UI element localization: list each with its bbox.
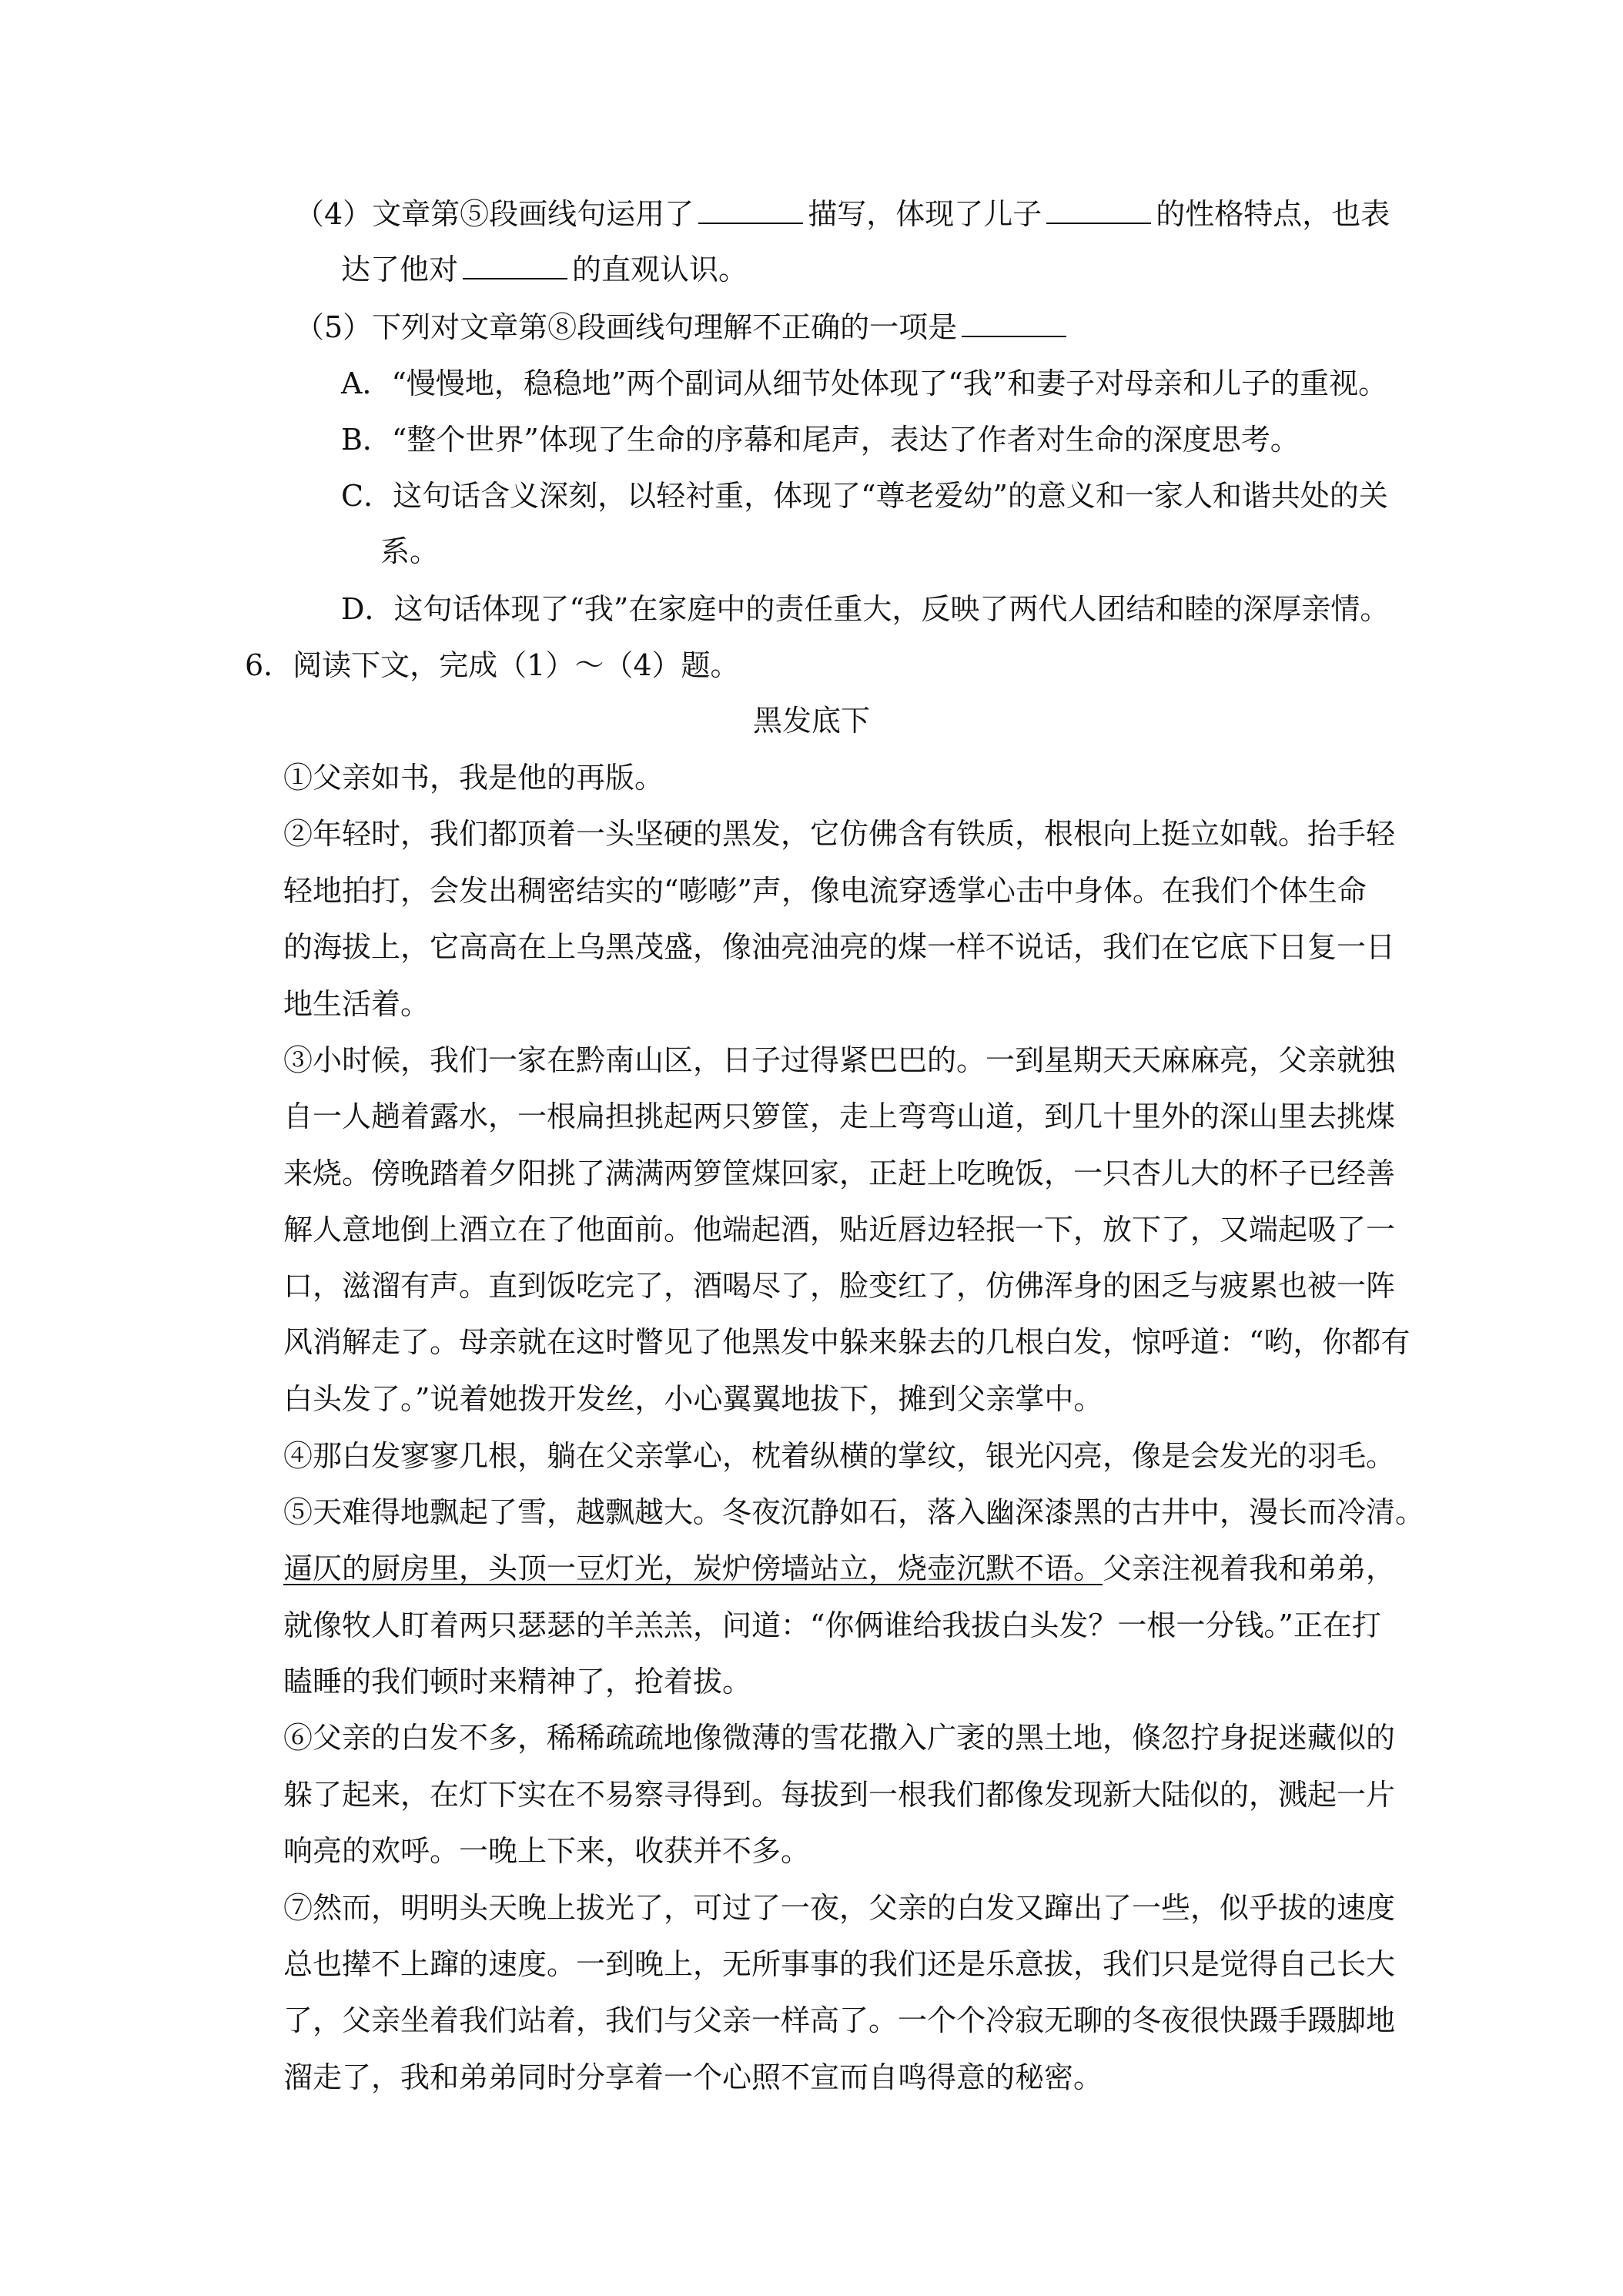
passage-paragraph-2-line-1: ②年轻时，我们都顶着一头坚硬的黑发，它仿佛含有铁质，根根向上挺立如戟。抬手轻	[283, 817, 1396, 851]
passage-paragraph-6-line-2: 躲了起来，在灯下实在不易察寻得到。每拔到一根我们都像发现新大陆似的，溅起一片	[283, 1778, 1396, 1812]
q5-option-c-line1: C．这句话含义深刻，以轻衬重，体现了“尊老爱幼”的意义和一家人和谐共处的关	[341, 479, 1388, 513]
answer-blank	[463, 255, 567, 279]
passage-paragraph-7-line-3: 了，父亲坐着我们站着，我们与父亲一样高了。一个个冷寂无聊的冬夜很快蹑手蹑脚地	[283, 2003, 1396, 2037]
passage-paragraph-1: ①父亲如书，我是他的再版。	[283, 761, 664, 795]
passage-paragraph-2-line-4: 地生活着。	[283, 987, 430, 1021]
answer-blank	[962, 313, 1066, 337]
answer-blank	[1046, 199, 1151, 224]
answer-blank	[698, 199, 803, 224]
passage-paragraph-7-line-4: 溜走了，我和弟弟同时分享着一个心照不宣而自鸣得意的秘密。	[283, 2060, 1103, 2094]
q5-prompt-line	[295, 310, 1071, 344]
q4-text-d: 达了他对	[341, 253, 459, 286]
passage-paragraph-2-line-2: 轻地拍打，会发出稠密结实的“嘭嘭”声，像电流穿透掌心击中身体。在我们个体生命	[283, 874, 1367, 908]
q4-text-a: （4）文章第⑤段画线句运用了	[295, 197, 694, 231]
passage-paragraph-3-line-6: 风消解走了。母亲就在这时瞥见了他黑发中躲来躲去的几根白发，惊呼道：“哟，你都有	[283, 1325, 1411, 1359]
passage-paragraph-6-line-1: ⑥父亲的白发不多，稀稀疏疏地像微薄的雪花撒入广袤的黑土地，倏忽拧身捉迷藏似的	[283, 1721, 1396, 1755]
q4-line-2	[341, 255, 748, 284]
passage-paragraph-3-line-1: ③小时候，我们一家在黔南山区，日子过得紧巴巴的。一到星期天天麻麻亮，父亲就独	[283, 1043, 1396, 1077]
q5-prompt: （5）下列对文章第⑧段画线句理解不正确的一项是	[295, 310, 958, 344]
passage-paragraph-5-line-1: ⑤天难得地飘起了雪，越飘越大。冬夜沉静如石，落入幽深漆黑的古井中，漫长而冷清。	[283, 1495, 1425, 1529]
passage-paragraph-2-line-3: 的海拔上，它高高在上乌黑茂盛，像油亮油亮的煤一样不说话，我们在它底下日复一日	[283, 930, 1396, 964]
underlined-sentence: 逼仄的厨房里，头顶一豆灯光，炭炉傍墙站立，烧壶沉默不语。	[283, 1551, 1103, 1585]
q4-text-e: 的直观认识。	[572, 253, 748, 286]
passage-paragraph-3-line-2: 自一人趟着露水，一根扁担挑起两只箩筐，走上弯弯山道，到几十里外的深山里去挑煤	[283, 1099, 1396, 1133]
q4-text-b: 描写，体现了儿子	[808, 197, 1042, 231]
passage-paragraph-3-line-3: 来烧。傍晚踏着夕阳挑了满满两箩筐煤回家，正赶上吃晚饭，一只杏儿大的杯子已经善	[283, 1156, 1396, 1190]
passage-paragraph-3-line-4: 解人意地倒上酒立在了他面前。他端起酒，贴近唇边轻抿一下，放下了，又端起吸了一	[283, 1213, 1396, 1247]
passage-paragraph-3-line-5: 口，滋溜有声。直到饭吃完了，酒喝尽了，脸变红了，仿佛浑身的困乏与疲累也被一阵	[283, 1269, 1396, 1303]
passage-paragraph-7-line-1: ⑦然而，明明头天晚上拔光了，可过了一夜，父亲的白发又蹿出了一些，似乎拔的速度	[283, 1891, 1396, 1925]
passage-paragraph-6-line-3: 响亮的欢呼。一晚上下来，收获并不多。	[283, 1834, 811, 1868]
q5-option-d: D．这句话体现了“我”在家庭中的责任重大，反映了两代人团结和睦的深厚亲情。	[341, 592, 1390, 626]
q6-prompt: 6．阅读下文，完成（1）～（4）题。	[245, 648, 740, 682]
q5-option-b: B．“整个世界”体现了生命的序幕和尾声，表达了作者对生命的深度思考。	[341, 423, 1300, 457]
q4-text-c: 的性格特点，也表	[1156, 197, 1390, 231]
passage-paragraph-4: ④那白发寥寥几根，躺在父亲掌心，枕着纵横的掌纹，银光闪亮，像是会发光的羽毛。	[283, 1439, 1396, 1473]
passage-paragraph-5-line-3: 就像牧人盯着两只瑟瑟的羊羔羔，问道：“你俩谁给我拔白头发？一根一分钱。”正在打	[283, 1608, 1381, 1642]
q5-option-a: A．“慢慢地，稳稳地”两个副词从细节处体现了“我”和妻子对母亲和儿子的重视。	[341, 366, 1388, 400]
passage-title: 黑发底下	[752, 704, 870, 738]
passage-paragraph-5-line-2	[283, 1551, 1396, 1585]
passage-paragraph-5-line-4: 瞌睡的我们顿时来精神了，抢着拔。	[283, 1665, 752, 1699]
paragraph-5-line-2-rest: 父亲注视着我和弟弟，	[1103, 1551, 1396, 1585]
passage-paragraph-7-line-2: 总也撵不上蹿的速度。一到晚上，无所事事的我们还是乐意拔，我们只是觉得自己长大	[283, 1947, 1396, 1981]
q4-line-1	[295, 199, 1390, 229]
q5-option-c-line2: 系。	[380, 534, 440, 568]
passage-paragraph-3-line-7: 白头发了。”说着她拨开发丝，小心翼翼地拔下，摊到父亲掌中。	[283, 1382, 1103, 1416]
